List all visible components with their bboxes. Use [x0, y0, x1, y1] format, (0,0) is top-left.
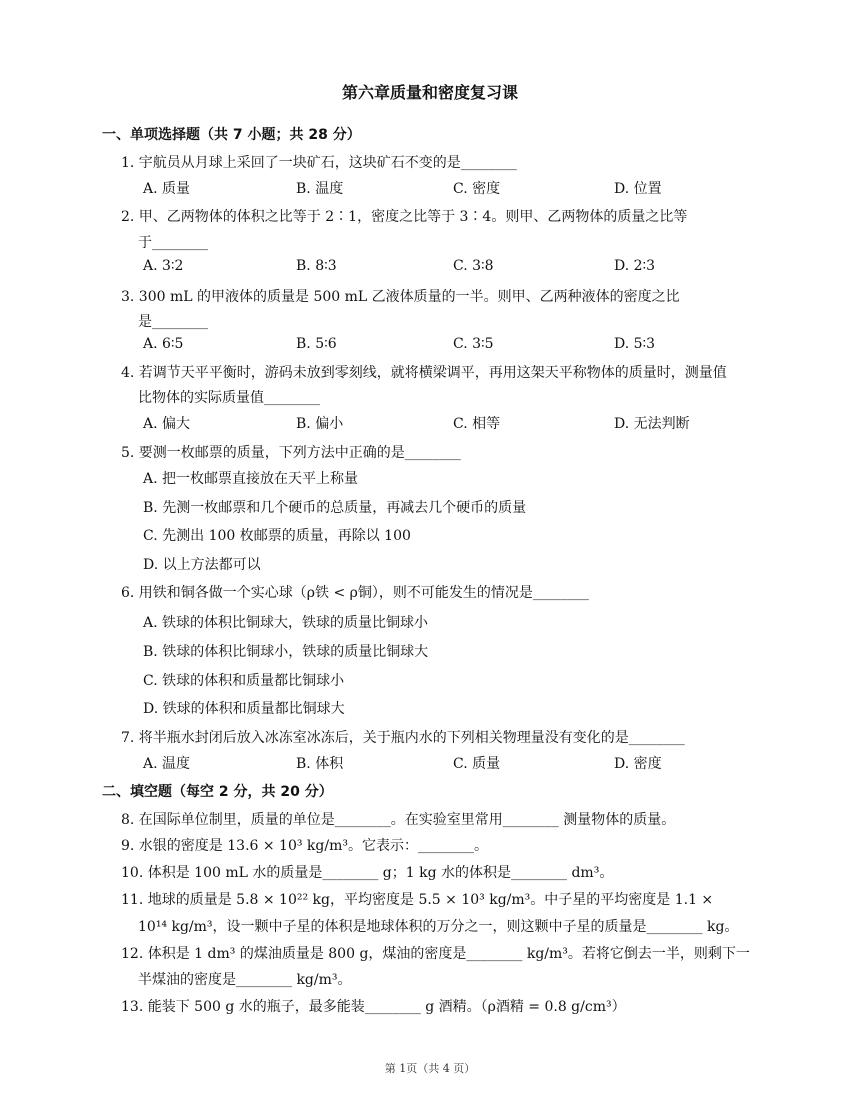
question-7-options — [0, 753, 860, 773]
option-b: B. 温度 — [296, 181, 344, 197]
option-a: A. 质量 — [143, 181, 191, 197]
section-heading-fill: 二、填空题（每空 2 分，共 20 分） — [102, 784, 333, 800]
question-12: 12. 体积是 1 dm³ 的煤油质量是 800 g，煤油的密度是________ kg/m³。若将它倒去一半，则剩下一 — [121, 946, 750, 962]
option-d: D. 无法判断 — [614, 416, 690, 432]
option-d: D. 密度 — [614, 756, 662, 772]
option-b: B. 铁球的体积比铜球小，铁球的质量比铜球大 — [143, 644, 429, 660]
option-c: C. 3∶5 — [453, 336, 494, 352]
option-c: C. 3∶8 — [453, 258, 494, 274]
option-a: A. 把一枚邮票直接放在天平上称量 — [143, 471, 359, 487]
option-b: B. 8∶3 — [296, 258, 337, 274]
question-2-cont: 于________ — [138, 235, 208, 251]
question-1: 1. 宇航员从月球上采回了一块矿石，这块矿石不变的是________ — [121, 155, 517, 171]
option-c: C. 先测出 100 枚邮票的质量，再除以 100 — [143, 528, 411, 544]
option-d: D. 2∶3 — [614, 258, 656, 274]
option-b: B. 先测一枚邮票和几个硬币的总质量，再减去几个硬币的质量 — [143, 500, 527, 516]
question-8: 8. 在国际单位制里，质量的单位是________。在实验室里常用________ 测量物体的质量。 — [121, 812, 676, 828]
question-10: 10. 体积是 100 mL 水的质量是________ g；1 kg 水的体积是________ dm³。 — [121, 865, 614, 881]
section-heading-choice: 一、单项选择题（共 7 小题；共 28 分） — [102, 127, 361, 143]
question-2-options — [0, 258, 860, 278]
question-11-cont: 10¹⁴ kg/m³，设一颗中子星的体积是地球体积的万分之一，则这颗中子星的质量是________ kg。 — [138, 919, 739, 935]
question-4: 4. 若调节天平平衡时，游码未放到零刻线，就将横梁调平，再用这架天平称物体的质量时，测量值 — [121, 365, 727, 381]
option-c: C. 质量 — [453, 756, 501, 772]
question-4-cont: 比物体的实际质量值________ — [138, 390, 320, 406]
option-a: A. 偏大 — [143, 416, 191, 432]
option-a: A. 铁球的体积比铜球大，铁球的质量比铜球小 — [143, 615, 429, 631]
question-13: 13. 能装下 500 g 水的瓶子，最多能装________ g 酒精。（ρ酒精 = 0.8 g/cm³） — [121, 999, 626, 1015]
option-c: C. 铁球的体积和质量都比铜球小 — [143, 673, 345, 689]
question-6: 6. 用铁和铜各做一个实心球（ρ铁 < ρ铜），则不可能发生的情况是________ — [121, 585, 589, 601]
option-c: C. 相等 — [453, 416, 501, 432]
question-3-cont: 是________ — [138, 314, 208, 330]
option-a: A. 3∶2 — [143, 258, 184, 274]
question-2: 2. 甲、乙两物体的体积之比等于 2∶1，密度之比等于 3∶4。则甲、乙两物体的质量之比等 — [121, 209, 688, 225]
question-11: 11. 地球的质量是 5.8 × 10²² kg，平均密度是 5.5 × 10³ kg/m³。中子星的平均密度是 1.1 × — [121, 892, 714, 908]
option-d: D. 位置 — [614, 181, 662, 197]
option-d: D. 5∶3 — [614, 336, 656, 352]
option-c: C. 密度 — [453, 181, 501, 197]
option-a: A. 6∶5 — [143, 336, 184, 352]
option-b: B. 偏小 — [296, 416, 344, 432]
question-4-options — [0, 413, 860, 433]
question-7: 7. 将半瓶水封闭后放入冰冻室冰冻后，关于瓶内水的下列相关物理量没有变化的是________ — [121, 730, 685, 746]
option-b: B. 5∶6 — [296, 336, 337, 352]
question-5: 5. 要测一枚邮票的质量，下列方法中正确的是________ — [121, 445, 461, 461]
question-3-options — [0, 336, 860, 356]
option-d: D. 铁球的体积和质量都比铜球大 — [143, 701, 345, 717]
page-title: 第六章质量和密度复习课 — [341, 83, 518, 102]
question-1-options — [0, 178, 860, 198]
option-d: D. 以上方法都可以 — [143, 557, 261, 573]
page-footer: 第 1页（共 4 页） — [384, 1062, 476, 1075]
question-12-cont: 半煤油的密度是________ kg/m³。 — [138, 972, 352, 988]
option-b: B. 体积 — [296, 756, 344, 772]
question-3: 3. 300 mL 的甲液体的质量是 500 mL 乙液体质量的一半。则甲、乙两种液体的密度之比 — [121, 289, 680, 305]
option-a: A. 温度 — [143, 756, 191, 772]
question-9: 9. 水银的密度是 13.6 × 10³ kg/m³。它表示：________。 — [121, 838, 488, 854]
